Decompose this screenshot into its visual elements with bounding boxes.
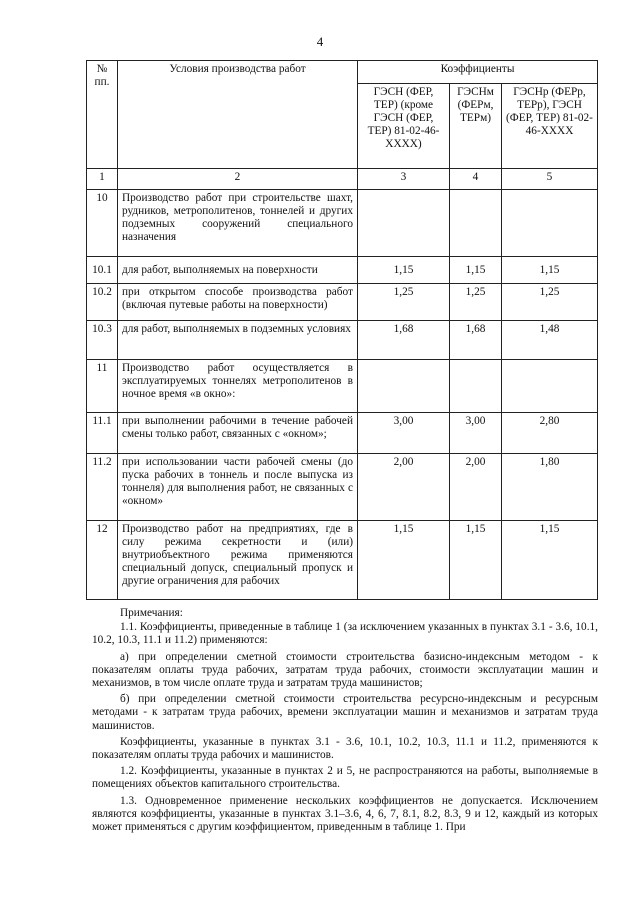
- row-coef-col4: 1,25: [450, 284, 502, 321]
- index-cell: 4: [450, 169, 502, 190]
- row-coef-col5: 2,80: [502, 413, 598, 454]
- row-coef-col4: [450, 360, 502, 413]
- table-row: [87, 413, 598, 454]
- row-coef-col3: 1,25: [358, 284, 450, 321]
- table-row: [87, 321, 598, 360]
- row-coef-col4: 3,00: [450, 413, 502, 454]
- page-number: 4: [316, 34, 324, 49]
- row-number: 11: [87, 360, 118, 413]
- row-coef-col5: 1,80: [502, 454, 598, 521]
- coefficients-table: [86, 60, 598, 600]
- table-row: [87, 284, 598, 321]
- row-coef-col5: 1,15: [502, 521, 598, 600]
- row-condition: при использовании части рабочей смены (до пуска рабочих в тоннель и после выпуска из тоннеля) для выполнения работ, не связанных с «окном»: [118, 454, 358, 521]
- row-number: 11.1: [87, 413, 118, 454]
- header-condition: Условия производства работ: [118, 61, 358, 169]
- note-paragraph: а) при определении сметной стоимости строительства базисно-индексным методом - к показателям оплаты труда рабочих, затратам труда рабочих, стоимости эксплуатации машин и механизмов, в том числе оплате труда и затратам труда машинистов;: [92, 650, 598, 690]
- note-paragraph: 1.1. Коэффициенты, приведенные в таблице 1 (за исключением указанных в пунктах 3.1 - 3.6, 10.1, 10.2, 10.3, 11.1 и 11.2) применяются:: [92, 621, 598, 647]
- header-col3: ГЭСН (ФЕР, ТЕР) (кроме ГЭСН (ФЕР, ТЕР) 81-02-46-XXXX): [358, 84, 450, 169]
- row-coef-col4: [450, 190, 502, 257]
- index-cell: 2: [118, 169, 358, 190]
- row-number: 10: [87, 190, 118, 257]
- row-coef-col4: 1,15: [450, 521, 502, 600]
- row-condition: для работ, выполняемых в подземных условиях: [118, 321, 358, 360]
- header-col4: ГЭСНм (ФЕРм, ТЕРм): [450, 84, 502, 169]
- header-coefficients: Коэффициенты: [358, 61, 598, 84]
- row-coef-col5: [502, 360, 598, 413]
- row-number: 11.2: [87, 454, 118, 521]
- index-row: [87, 169, 598, 190]
- row-condition: при открытом способе производства работ (включая путевые работы на поверхности): [118, 284, 358, 321]
- row-coef-col5: [502, 190, 598, 257]
- note-paragraph: 1.3. Одновременное применение нескольких коэффициентов не допускается. Исключением являются коэффициенты, указанные в пунктах 3.1–3.6, 4, 6, 7, 8.1, 8.2, 8.3, 9 и 12, каждый из которых может применяться с другим коэффициентом, приведенным в таблице 1. При: [92, 794, 598, 834]
- header-col5: ГЭСНр (ФЕРр, ТЕРр), ГЭСН (ФЕР, ТЕР) 81-02-46-XXXX: [502, 84, 598, 169]
- table-row: [87, 257, 598, 284]
- row-number: 12: [87, 521, 118, 600]
- index-cell: 5: [502, 169, 598, 190]
- row-coef-col4: 1,15: [450, 257, 502, 284]
- row-condition: Производство работ осуществляется в эксплуатируемых тоннелях метрополитенов в ночное время «в окно»:: [118, 360, 358, 413]
- notes-section: [92, 607, 598, 837]
- row-coef-col5: 1,25: [502, 284, 598, 321]
- row-condition: Производство работ на предприятиях, где в силу режима секретности и (или) внутриобъектного режима применяются специальный допуск, специальный пропуск и другие ограничения для рабочих: [118, 521, 358, 600]
- note-paragraph: б) при определении сметной стоимости строительства ресурсно-индексным и ресурсным методами - к затратам труда рабочих, времени эксплуатации машин и механизмов и затратам труда машинистов.: [92, 693, 598, 732]
- row-condition: Производство работ при строительстве шахт, рудников, метрополитенов, тоннелей и других подземных сооружений специального назначения: [118, 190, 358, 257]
- row-coef-col4: 2,00: [450, 454, 502, 521]
- row-coef-col5: 1,15: [502, 257, 598, 284]
- row-coef-col5: 1,48: [502, 321, 598, 360]
- notes-title: Примечания:: [120, 607, 183, 619]
- row-number: 10.2: [87, 284, 118, 321]
- row-coef-col3: 1,68: [358, 321, 450, 360]
- row-coef-col3: [358, 360, 450, 413]
- header-row: [87, 61, 598, 84]
- header-num: № пп.: [87, 61, 118, 169]
- row-coef-col3: 1,15: [358, 521, 450, 600]
- row-condition: для работ, выполняемых на поверхности: [118, 257, 358, 284]
- row-number: 10.3: [87, 321, 118, 360]
- index-cell: 3: [358, 169, 450, 190]
- table-row: [87, 360, 598, 413]
- table-row: [87, 190, 598, 257]
- row-number: 10.1: [87, 257, 118, 284]
- table-row: [87, 454, 598, 521]
- row-coef-col3: 3,00: [358, 413, 450, 454]
- table-row: [87, 521, 598, 600]
- row-coef-col4: 1,68: [450, 321, 502, 360]
- row-coef-col3: [358, 190, 450, 257]
- note-paragraph: Коэффициенты, указанные в пунктах 3.1 - 3.6, 10.1, 10.2, 10.3, 11.1 и 11.2, применяются к показателям оплаты труда рабочих и машинистов.: [92, 735, 598, 762]
- note-paragraph: 1.2. Коэффициенты, указанные в пунктах 2 и 5, не распространяются на работы, выполняемые в помещениях объектов капитального строительства.: [92, 765, 598, 791]
- row-coef-col3: 2,00: [358, 454, 450, 521]
- row-coef-col3: 1,15: [358, 257, 450, 284]
- index-cell: 1: [87, 169, 118, 190]
- row-condition: при выполнении рабочими в течение рабочей смены только работ, связанных с «окном»;: [118, 413, 358, 454]
